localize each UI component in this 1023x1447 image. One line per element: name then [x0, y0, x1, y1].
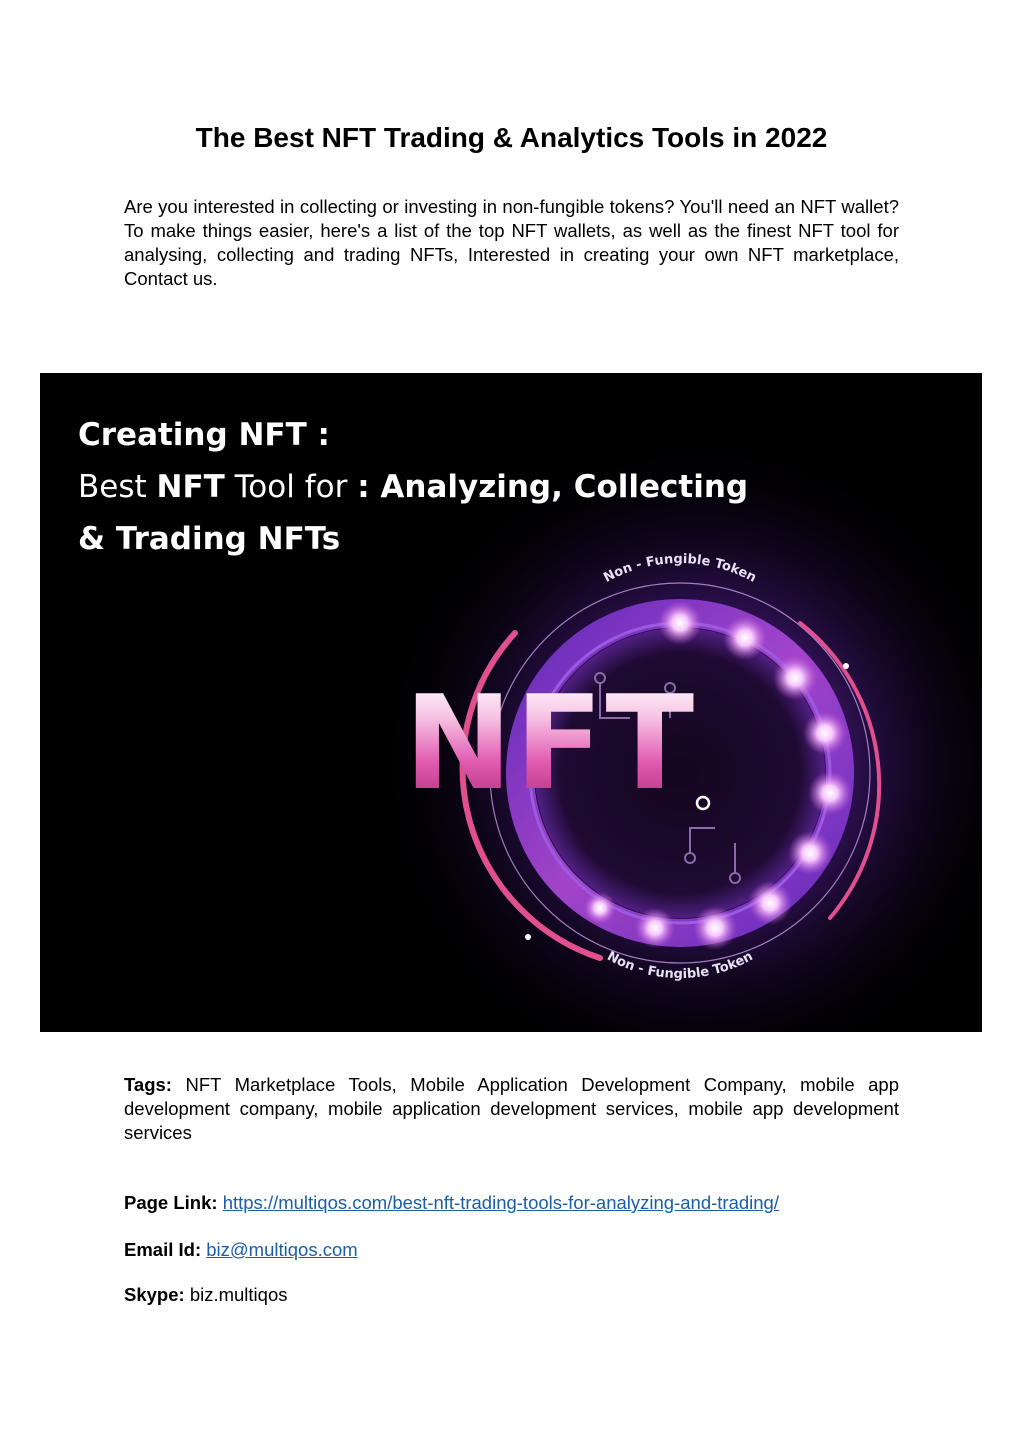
intro-paragraph: Are you interested in collecting or investing in non-fungible tokens? You'll need an NFT wallet? To make things easier, here's a list of the top NFT wallets, as well as the finest NFT tool for analysing, collecting and trading NFTs, Interested in creating your own NFT marketplace, Contact us.: [124, 196, 899, 289]
page-link-row: [124, 1191, 899, 1215]
email-row: [124, 1238, 899, 1262]
banner-line-2: [78, 461, 748, 513]
skype-value: biz.multiqos: [189, 1284, 288, 1305]
banner-line-3: & Trading NFTs: [78, 521, 341, 557]
page-title: The Best NFT Trading & Analytics Tools in 2022: [195, 122, 828, 153]
nft-banner-image: [40, 373, 982, 1032]
email-link[interactable]: biz@multiqos.com: [206, 1239, 358, 1260]
nft-center-text: NFT: [40, 678, 982, 808]
banner-line-2-part-c: Tool for: [224, 469, 358, 505]
page-link-url[interactable]: https://multiqos.com/best-nft-trading-tools-for-analyzing-and-trading/: [222, 1192, 779, 1213]
banner-line-1: Creating NFT :: [78, 417, 330, 453]
ring-bottom-label: Non - Fungible Token: [604, 949, 756, 983]
skype-label: Skype:: [124, 1284, 185, 1305]
banner-line-2-part-b: NFT: [156, 469, 225, 505]
tags-label: Tags:: [124, 1074, 172, 1095]
tags-paragraph: [124, 1073, 899, 1145]
tags-value: NFT Marketplace Tools, Mobile Application Development Company, mobile app development company, mobile application development services, mobile app development services: [124, 1074, 899, 1143]
email-label: Email Id:: [124, 1239, 202, 1260]
skype-row: [124, 1283, 899, 1307]
banner-line-2-part-d: : Analyzing, Collecting: [357, 469, 749, 505]
banner-line-2-part-a: Best: [78, 469, 157, 505]
banner-headline: [78, 409, 748, 565]
page-link-label: Page Link:: [124, 1192, 218, 1213]
ring-top-label: Non - Fungible Token: [601, 551, 759, 586]
